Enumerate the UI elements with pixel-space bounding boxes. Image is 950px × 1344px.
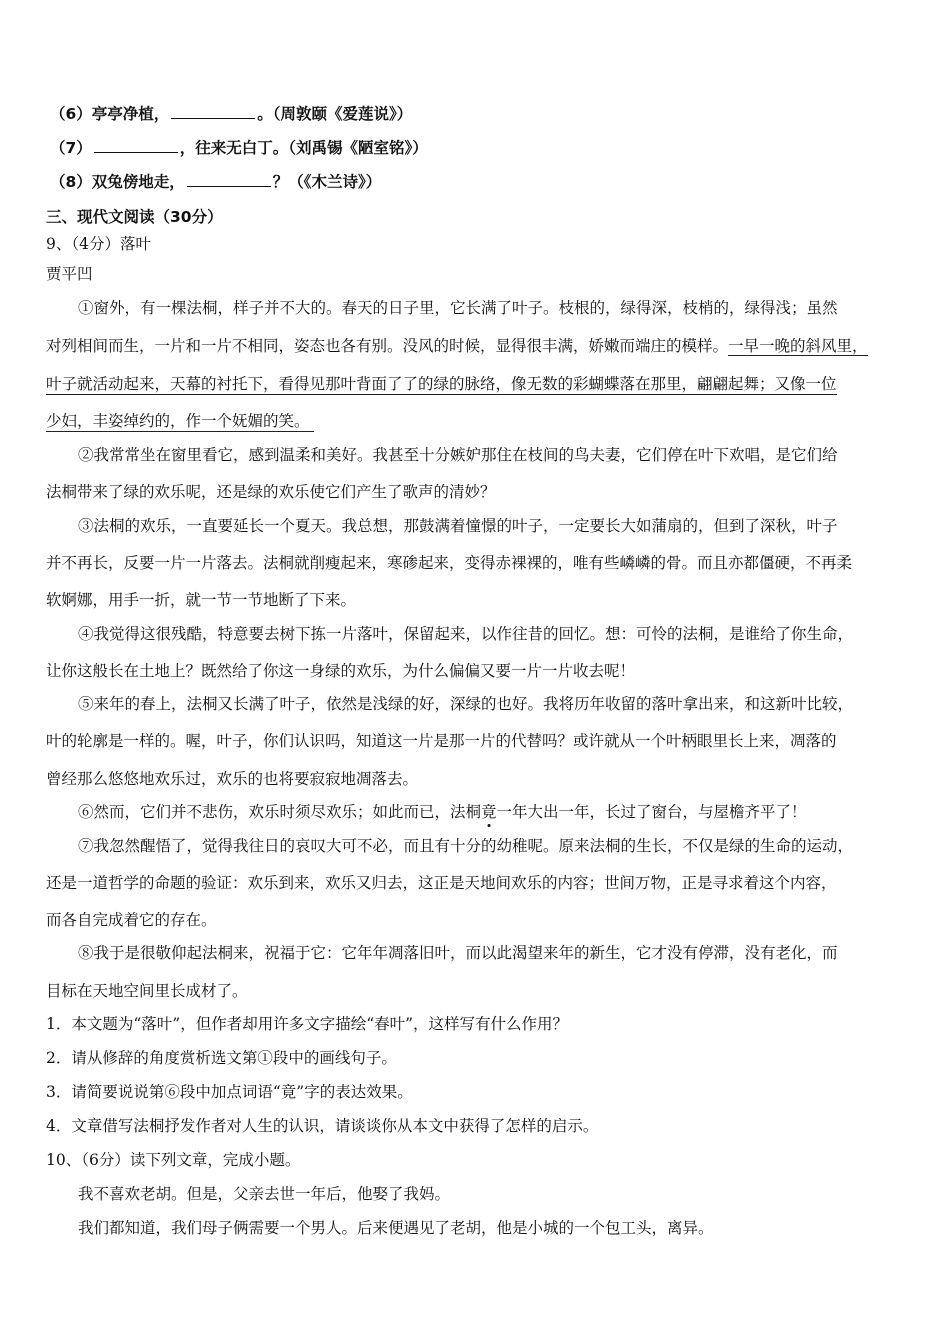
paragraph-4-line: 让你这般长在土地上？既然给了你这一身绿的欢乐，为什么偏偏又要一片一片收去呢！ bbox=[46, 662, 636, 680]
fill-blank-8 bbox=[50, 170, 381, 192]
fill-blank-7-prefix: （7） bbox=[50, 139, 92, 157]
paragraph-6-text: 一年大出一年，长过了窗台，与屋檐齐平了！ bbox=[496, 803, 807, 821]
question-10-heading: 10、（6分）读下列文章，完成小题。 bbox=[46, 1151, 301, 1169]
paragraph-5-line: ⑤来年的春上，法桐又长满了叶子，依然是浅绿的好，深绿的也好。我将历年收留的落叶拿出来，和这新叶比较， bbox=[78, 695, 854, 713]
answer-blank[interactable] bbox=[171, 103, 255, 120]
underlined-sentence: 少妇，丰姿绰约的，作一个妩媚的笑。 bbox=[46, 409, 314, 432]
fill-blank-6 bbox=[50, 102, 412, 124]
fill-blank-8-source: ？（《木兰诗》） bbox=[272, 173, 382, 191]
paragraph-5-line: 曾经那么悠悠地欢乐过，欢乐的也将要寂寂地凋落去。 bbox=[46, 770, 419, 788]
question-item: 2．请从修辞的角度赏析选文第①段中的画线句子。 bbox=[46, 1049, 397, 1067]
paragraph-3-line: 软婀娜，用手一折，就一节一节地断了下来。 bbox=[46, 591, 357, 609]
paragraph-3-line: ③法桐的欢乐，一直要延长一个夏天。我总想，那鼓满着憧憬的叶子，一定要长大如蒲扇的，但到了深秋，叶子 bbox=[78, 517, 838, 535]
fill-blank-7 bbox=[50, 136, 428, 158]
section-title: 三、现代文阅读（30分） bbox=[46, 208, 223, 226]
underlined-sentence: 一早一晚的斜风里， bbox=[728, 337, 868, 355]
paragraph-2-line: ②我常常坐在窗里看它，感到温柔和美好。我甚至十分嫉妒那住在枝间的鸟夫妻，它们停在叶下欢唱，是它们给 bbox=[78, 446, 838, 464]
answer-blank[interactable] bbox=[187, 171, 271, 188]
paragraph-4-line: ④我觉得这很残酷，特意要去树下拣一片落叶，保留起来，以作往昔的回忆。想：可怜的法桐，是谁给了你生命， bbox=[78, 625, 854, 643]
question-item: 3．请简要说说第⑥段中加点词语“竟”字的表达效果。 bbox=[46, 1083, 413, 1101]
paragraph-8-line: 目标在天地空间里长成材了。 bbox=[46, 982, 248, 1000]
question-9-heading: 9、（4分）落叶 bbox=[46, 235, 151, 253]
passage-line: 我不喜欢老胡。但是，父亲去世一年后，他娶了我妈。 bbox=[78, 1185, 451, 1203]
paragraph-6-text: ⑥然而，它们并不悲伤，欢乐时须尽欢乐；如此而已，法桐 bbox=[78, 803, 482, 821]
article-author: 贾平凹 bbox=[46, 265, 93, 283]
passage-line: 我们都知道，我们母子俩需要一个男人。后来便遇见了老胡，他是小城的一个包工头，离异。 bbox=[78, 1219, 714, 1237]
paragraph-1-line bbox=[46, 334, 868, 356]
paragraph-7-line: ⑦我忽然醒悟了，觉得我往日的哀叹大可不必，而且有十分的幼稚呢。原来法桐的生长，不仅是绿的生命的运动， bbox=[78, 837, 854, 855]
paragraph-6-line bbox=[78, 800, 807, 822]
underlined-sentence: 叶子就活动起来，天幕的衬托下，看得见那叶背面了了的绿的脉络，像无数的彩蝴蝶落在那里，翩翩起舞；又像一位 bbox=[46, 372, 837, 395]
fill-blank-7-source: ，往来无白丁。（刘禹锡《陋室铭》） bbox=[179, 139, 428, 157]
question-item: 4．文章借写法桐抒发作者对人生的认识，请谈谈你从本文中获得了怎样的启示。 bbox=[46, 1117, 599, 1135]
paragraph-2-line: 法桐带来了绿的欢乐呢，还是绿的欢乐使它们产生了歌声的清妙？ bbox=[46, 483, 496, 501]
paragraph-3-line: 并不再长，反要一片一片落去。法桐就削瘦起来，寒碜起来，变得赤裸裸的，唯有些嶙嶙的骨。而且亦都僵硬，不再柔 bbox=[46, 554, 853, 572]
paragraph-1-text: 对列相间而生，一片和一片不相同，姿态也各有别。没风的时候，显得很丰满，娇嫩而端庄的模样。 bbox=[46, 337, 729, 355]
paragraph-5-line: 叶的轮廓是一样的。喔，叶子，你们认识吗，知道这一片是那一片的代替吗？或许就从一个叶柄眼里长上来，凋落的 bbox=[46, 732, 837, 750]
fill-blank-8-prefix: （8）双兔傍地走， bbox=[50, 173, 185, 191]
fill-blank-6-prefix: （6）亭亭净植， bbox=[50, 105, 170, 123]
paragraph-7-line: 而各自完成着它的存在。 bbox=[46, 911, 217, 929]
answer-blank[interactable] bbox=[94, 137, 178, 154]
paragraph-8-line: ⑧我于是很敬仰起法桐来，祝福于它：它年年凋落旧叶，而以此渴望来年的新生，它才没有停滞，没有老化，而 bbox=[78, 944, 838, 962]
question-item: 1．本文题为“落叶”，但作者却用许多文字描绘“春叶”，这样写有什么作用？ bbox=[46, 1015, 569, 1033]
fill-blank-6-source: 。（周敦颐《爱莲说》） bbox=[257, 105, 413, 123]
paragraph-1-line: ①窗外，有一棵法桐，样子并不大的。春天的日子里，它长满了叶子。枝根的，绿得深，枝梢的，绿得浅；虽然 bbox=[78, 299, 838, 317]
dotted-word: 竟 bbox=[481, 803, 497, 821]
paragraph-7-line: 还是一道哲学的命题的验证：欢乐到来，欢乐又归去，这正是天地间欢乐的内容；世间万物，正是寻求着这个内容， bbox=[46, 874, 837, 892]
